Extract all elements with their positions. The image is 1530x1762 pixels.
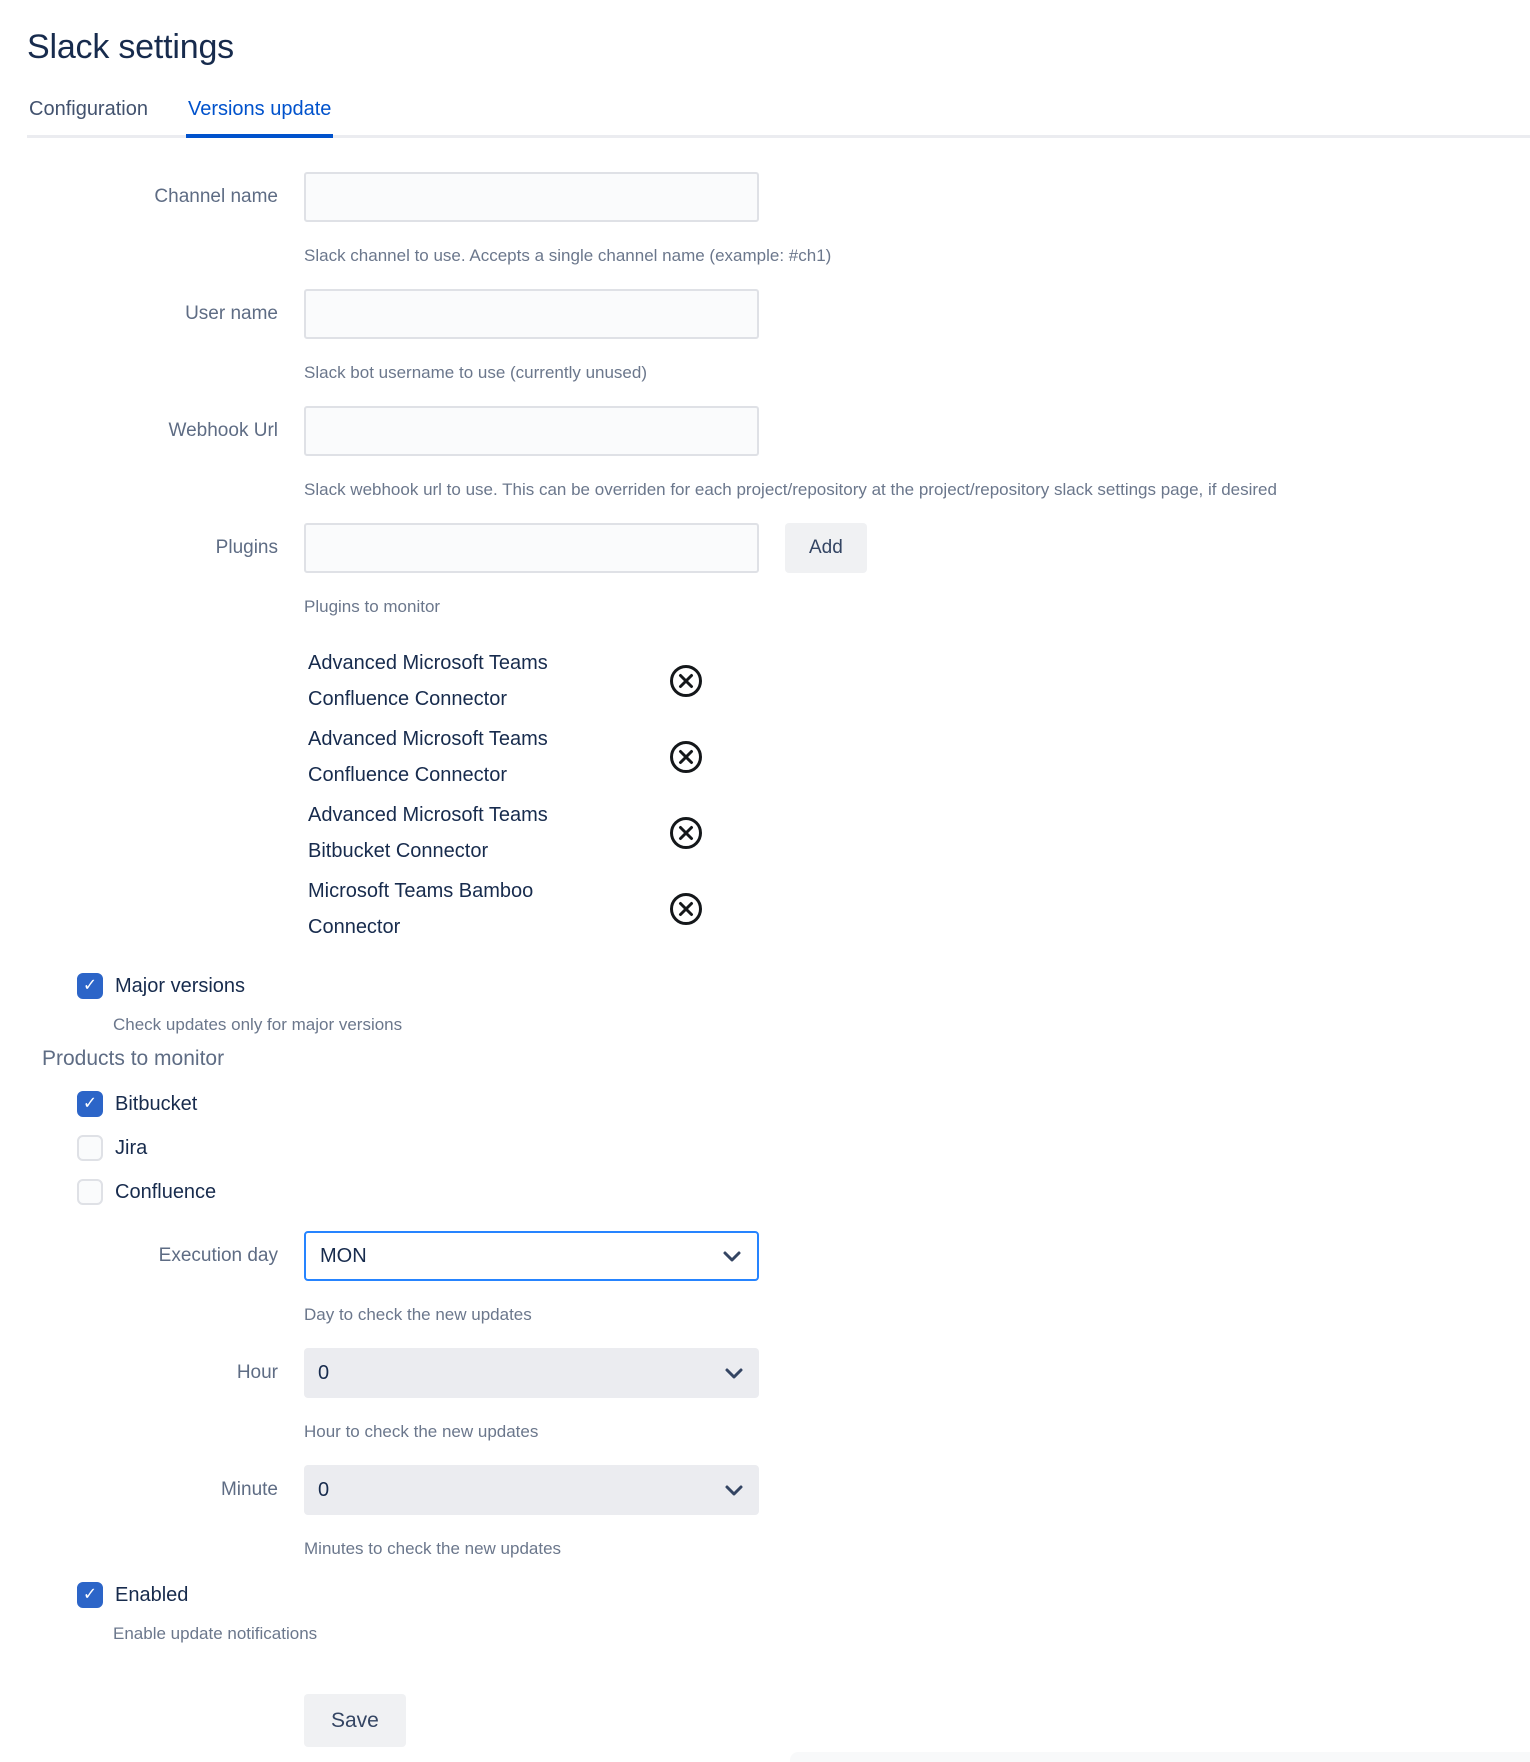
tab-versions-update[interactable]: Versions update — [186, 98, 333, 135]
minute-value: 0 — [318, 1478, 330, 1501]
product-row-bitbucket — [77, 1091, 1530, 1117]
plugin-list — [308, 645, 1530, 945]
confluence-label: Confluence — [115, 1180, 217, 1203]
remove-plugin-icon[interactable] — [668, 739, 704, 775]
versions-update-form — [27, 172, 1530, 1747]
plugin-name: Microsoft Teams Bamboo Connector — [308, 880, 534, 938]
channel-name-input[interactable] — [304, 172, 759, 222]
bottom-cutoff-panel — [790, 1752, 1530, 1762]
minute-label: Minute — [220, 1479, 278, 1500]
chevron-down-icon — [721, 1245, 743, 1267]
product-row-confluence — [77, 1179, 1530, 1205]
plugin-name: Advanced Microsoft Teams Confluence Connector — [308, 728, 548, 786]
products-to-monitor-heading: Products to monitor — [42, 1047, 225, 1070]
plugin-list-item — [308, 797, 1530, 869]
hour-label: Hour — [236, 1362, 278, 1383]
chevron-down-icon — [723, 1479, 745, 1501]
user-name-label: User name — [185, 303, 278, 324]
hour-value: 0 — [318, 1361, 330, 1384]
execution-day-label: Execution day — [158, 1245, 278, 1266]
plugin-name: Advanced Microsoft Teams Confluence Connector — [308, 652, 548, 710]
webhook-url-row — [27, 406, 1530, 456]
plugin-name: Advanced Microsoft Teams Bitbucket Connector — [308, 804, 548, 862]
save-button[interactable]: Save — [304, 1694, 406, 1747]
plugin-list-item — [308, 721, 1530, 793]
plugin-list-item — [308, 645, 1530, 717]
execution-day-row — [27, 1231, 1530, 1281]
jira-checkbox[interactable] — [77, 1135, 103, 1161]
major-versions-help: Check updates only for major versions — [113, 1015, 403, 1034]
hour-help: Hour to check the new updates — [304, 1422, 539, 1441]
channel-name-label: Channel name — [154, 186, 278, 207]
channel-name-help: Slack channel to use. Accepts a single channel name (example: #ch1) — [304, 246, 832, 265]
page-title: Slack settings — [27, 28, 234, 66]
jira-label: Jira — [115, 1136, 148, 1159]
minute-help: Minutes to check the new updates — [304, 1539, 562, 1558]
hour-row — [27, 1348, 1530, 1398]
webhook-url-label: Webhook Url — [168, 420, 278, 441]
add-plugin-button[interactable]: Add — [785, 523, 867, 573]
bitbucket-checkbox[interactable] — [77, 1091, 103, 1117]
plugins-input[interactable] — [304, 523, 759, 573]
minute-select[interactable] — [304, 1465, 759, 1515]
minute-row — [27, 1465, 1530, 1515]
enabled-label: Enabled — [115, 1583, 189, 1606]
user-name-row — [27, 289, 1530, 339]
plugins-label: Plugins — [215, 537, 278, 558]
execution-day-select[interactable] — [304, 1231, 759, 1281]
channel-name-row — [27, 172, 1530, 222]
plugins-help: Plugins to monitor — [304, 597, 441, 616]
plugin-list-item — [308, 873, 1530, 945]
enabled-checkbox[interactable] — [77, 1582, 103, 1608]
major-versions-row — [77, 973, 1530, 999]
webhook-url-input[interactable] — [304, 406, 759, 456]
product-row-jira — [77, 1135, 1530, 1161]
remove-plugin-icon[interactable] — [668, 891, 704, 927]
user-name-help: Slack bot username to use (currently unused) — [304, 363, 648, 382]
tab-bar — [27, 98, 1530, 138]
plugins-row — [27, 523, 1530, 573]
tab-configuration[interactable]: Configuration — [29, 98, 148, 120]
confluence-checkbox[interactable] — [77, 1179, 103, 1205]
remove-plugin-icon[interactable] — [668, 663, 704, 699]
chevron-down-icon — [723, 1362, 745, 1384]
major-versions-checkbox[interactable] — [77, 973, 103, 999]
enabled-help: Enable update notifications — [113, 1624, 318, 1643]
major-versions-label: Major versions — [115, 974, 246, 997]
user-name-input[interactable] — [304, 289, 759, 339]
execution-day-help: Day to check the new updates — [304, 1305, 532, 1324]
webhook-url-help: Slack webhook url to use. This can be overriden for each project/repository at the project/repository slack settings page, if desired — [304, 480, 1277, 499]
remove-plugin-icon[interactable] — [668, 815, 704, 851]
hour-select[interactable] — [304, 1348, 759, 1398]
execution-day-value: MON — [320, 1244, 367, 1267]
bitbucket-label: Bitbucket — [115, 1092, 198, 1115]
enabled-row — [77, 1582, 1530, 1608]
